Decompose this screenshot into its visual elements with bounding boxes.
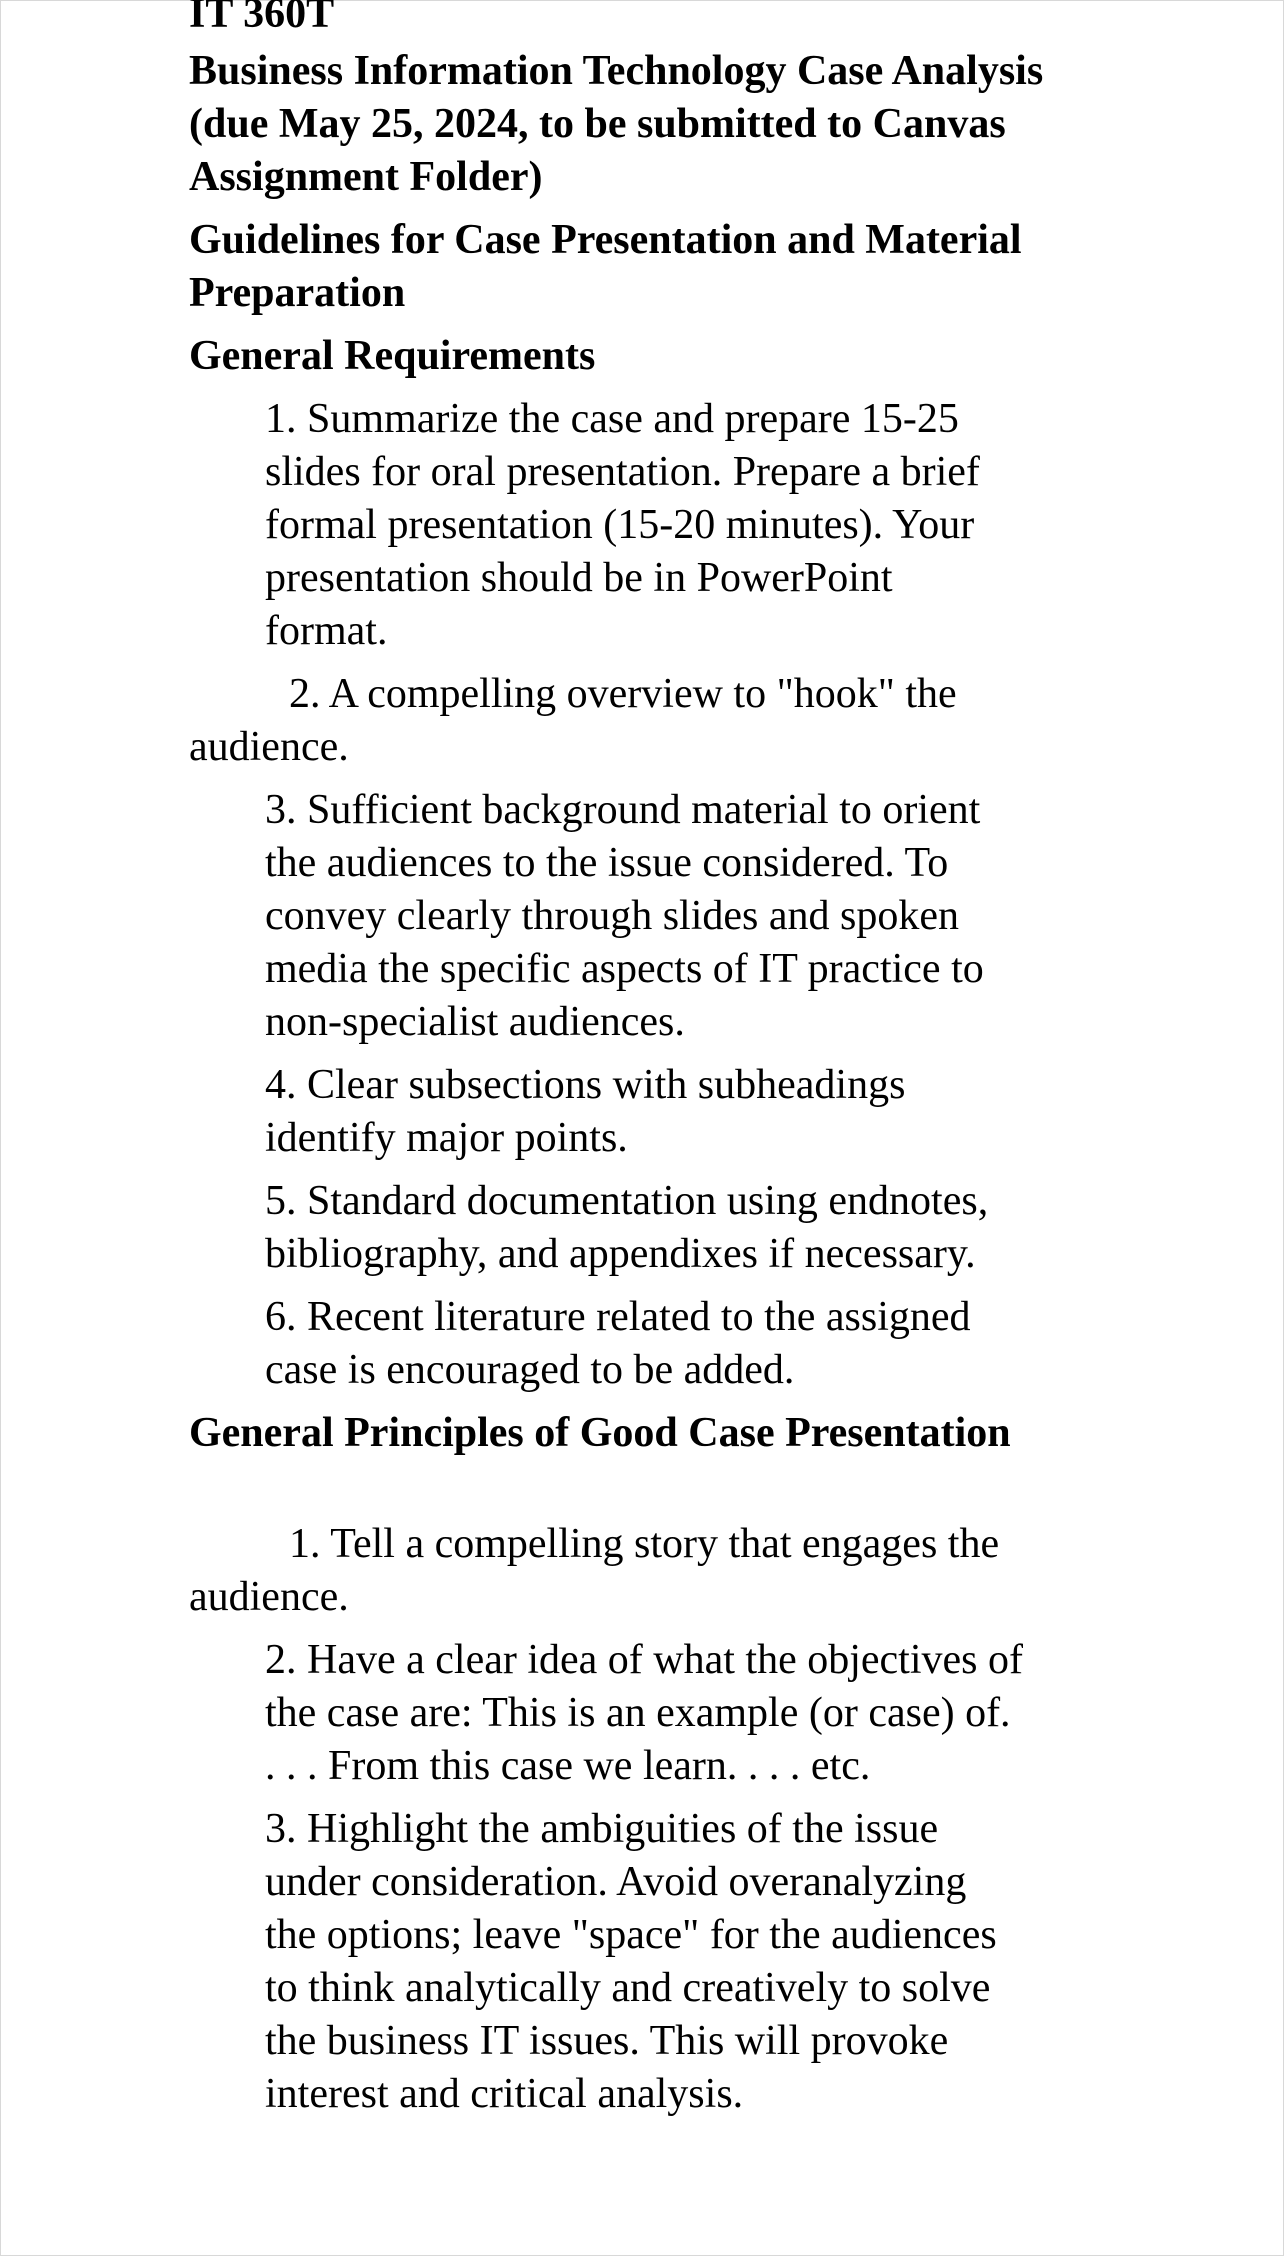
guidelines-heading: Guidelines for Case Presentation and Material Preparation: [189, 217, 1022, 316]
requirement-item-1: 1. Summarize the case and prepare 15-25 slides for oral presentation. Prepare a brief formal presentation (15-20 minutes). Your presentation should be in PowerPoint format.: [265, 396, 980, 654]
principle-item-3: 3. Highlight the ambiguities of the issue under consideration. Avoid overanalyzing the options; leave "space" for the audiences to think analytically and creatively to solve the business IT issues. This will provoke interest and critical analysis.: [265, 1806, 997, 2117]
requirement-item-6: 6. Recent literature related to the assigned case is encouraged to be added.: [265, 1294, 971, 1393]
principles-heading: General Principles of Good Case Presentation: [189, 1410, 1011, 1456]
requirement-item-5: 5. Standard documentation using endnotes, bibliography, and appendixes if necessary.: [265, 1178, 989, 1277]
requirement-item-4: 4. Clear subsections with subheadings identify major points.: [265, 1062, 906, 1161]
document-body: [189, 0, 1129, 2131]
requirements-heading: General Requirements: [189, 333, 596, 379]
requirement-item-2: 2. A compelling overview to "hook" the audience.: [189, 671, 957, 770]
requirement-item-3: 3. Sufficient background material to orient the audiences to the issue considered. To convey clearly through slides and spoken media the specific aspects of IT practice to non-specialist audiences.: [265, 787, 984, 1045]
document-title: Business Information Technology Case Analysis (due May 25, 2024, to be submitted to Canvas Assignment Folder): [189, 48, 1044, 200]
principle-item-1: 1. Tell a compelling story that engages the audience.: [189, 1521, 1000, 1620]
principle-item-2: 2. Have a clear idea of what the objectives of the case are: This is an example (or case) of. . . . From this case we learn. . . . etc.: [265, 1637, 1023, 1789]
course-code: IT 360T: [189, 0, 335, 37]
